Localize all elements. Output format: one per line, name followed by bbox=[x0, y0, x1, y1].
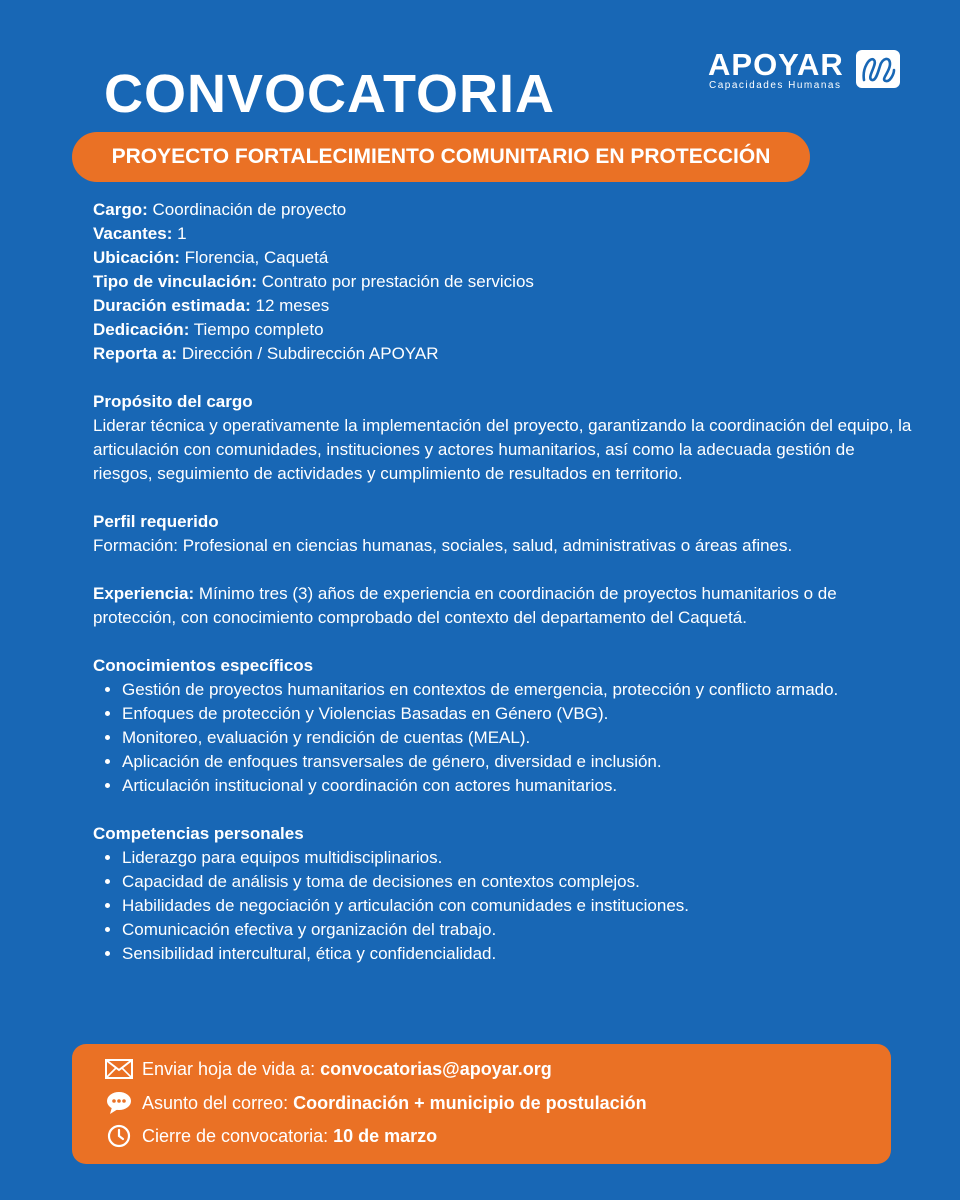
subject-label: Asunto del correo: bbox=[142, 1092, 289, 1113]
detail-value: Dirección / Subdirección APOYAR bbox=[181, 344, 439, 363]
detail-value: 12 meses bbox=[255, 296, 330, 315]
list-item: • Capacidad de análisis y toma de decisiones en contextos complejos. bbox=[122, 870, 913, 894]
detail-label: Reporta a: bbox=[93, 344, 178, 363]
subject-value: Coordinación + municipio de postulación bbox=[293, 1092, 647, 1113]
detail-reporta bbox=[93, 342, 913, 366]
experience-text: Mínimo tres (3) años de experiencia en coordinación de proyectos humanitarios o de protección, con conocimiento comprobado del contexto del departamento del Caquetá. bbox=[93, 584, 837, 627]
detail-label: Vacantes: bbox=[93, 224, 173, 243]
detail-label: Tipo de vinculación: bbox=[93, 272, 258, 291]
detail-cargo bbox=[93, 198, 913, 222]
job-details bbox=[93, 198, 913, 966]
detail-label: Duración estimada: bbox=[93, 296, 251, 315]
apoyar-logo bbox=[708, 48, 898, 94]
list-item: • Monitoreo, evaluación y rendición de cuentas (MEAL). bbox=[122, 726, 913, 750]
detail-duracion bbox=[93, 294, 913, 318]
profile-text: Formación: Profesional en ciencias humanas, sociales, salud, administrativas o áreas afines. bbox=[93, 536, 793, 555]
project-banner: PROYECTO FORTALECIMIENTO COMUNITARIO EN PROTECCIÓN bbox=[72, 132, 810, 182]
profile-heading: Perfil requerido bbox=[93, 512, 219, 531]
detail-value: Coordinación de proyecto bbox=[152, 200, 347, 219]
competencies-list bbox=[93, 846, 913, 966]
email-label: Enviar hoja de vida a: bbox=[142, 1058, 316, 1079]
detail-vacantes bbox=[93, 222, 913, 246]
detail-label: Cargo: bbox=[93, 200, 148, 219]
knowledge-heading: Conocimientos específicos bbox=[93, 656, 314, 675]
experience-paragraph bbox=[93, 582, 913, 630]
footer-subject-row bbox=[104, 1089, 647, 1117]
detail-vinculacion bbox=[93, 270, 913, 294]
list-item: • Enfoques de protección y Violencias Basadas en Género (VBG). bbox=[122, 702, 913, 726]
list-item: • Liderazgo para equipos multidisciplinarios. bbox=[122, 846, 913, 870]
experience-label: Experiencia: bbox=[93, 584, 195, 603]
footer-email-row bbox=[104, 1055, 552, 1083]
detail-value: 1 bbox=[177, 224, 187, 243]
purpose-heading: Propósito del cargo bbox=[93, 392, 253, 411]
knowledge-list bbox=[93, 678, 913, 798]
envelope-icon bbox=[104, 1056, 134, 1082]
deadline-label: Cierre de convocatoria: bbox=[142, 1125, 329, 1146]
detail-label: Dedicación: bbox=[93, 320, 190, 339]
email-link[interactable]: convocatorias@apoyar.org bbox=[320, 1058, 552, 1079]
list-item: • Sensibilidad intercultural, ética y confidencialidad. bbox=[122, 942, 913, 966]
list-item: • Habilidades de negociación y articulación con comunidades e instituciones. bbox=[122, 894, 913, 918]
list-item: • Gestión de proyectos humanitarios en contextos de emergencia, protección y conflicto armado. bbox=[122, 678, 913, 702]
detail-value: Contrato por prestación de servicios bbox=[261, 272, 534, 291]
detail-value: Tiempo completo bbox=[193, 320, 324, 339]
chat-icon bbox=[104, 1090, 134, 1116]
list-item: • Aplicación de enfoques transversales de género, diversidad e inclusión. bbox=[122, 750, 913, 774]
application-footer bbox=[72, 1044, 891, 1164]
logo-wordmark: APOYAR bbox=[708, 47, 844, 82]
detail-dedicacion bbox=[93, 318, 913, 342]
clock-icon bbox=[104, 1123, 134, 1149]
logo-tagline: Capacidades Humanas bbox=[709, 80, 842, 91]
page-title: CONVOCATORIA bbox=[104, 64, 556, 124]
purpose-text: Liderar técnica y operativamente la implementación del proyecto, garantizando la coordinación del equipo, la articulación con comunidades, instituciones y actores humanitarios, así como la adecuada gestión de riesgos, seguimiento de actividades y cumplimiento de resultados en territorio. bbox=[93, 416, 912, 483]
list-item: • Comunicación efectiva y organización del trabajo. bbox=[122, 918, 913, 942]
detail-ubicacion bbox=[93, 246, 913, 270]
logo-mark-icon bbox=[856, 50, 900, 88]
deadline-value: 10 de marzo bbox=[333, 1125, 438, 1146]
detail-label: Ubicación: bbox=[93, 248, 180, 267]
detail-value: Florencia, Caquetá bbox=[184, 248, 329, 267]
footer-deadline-row bbox=[104, 1122, 437, 1150]
competencies-heading: Competencias personales bbox=[93, 824, 304, 843]
list-item: • Articulación institucional y coordinación con actores humanitarios. bbox=[122, 774, 913, 798]
